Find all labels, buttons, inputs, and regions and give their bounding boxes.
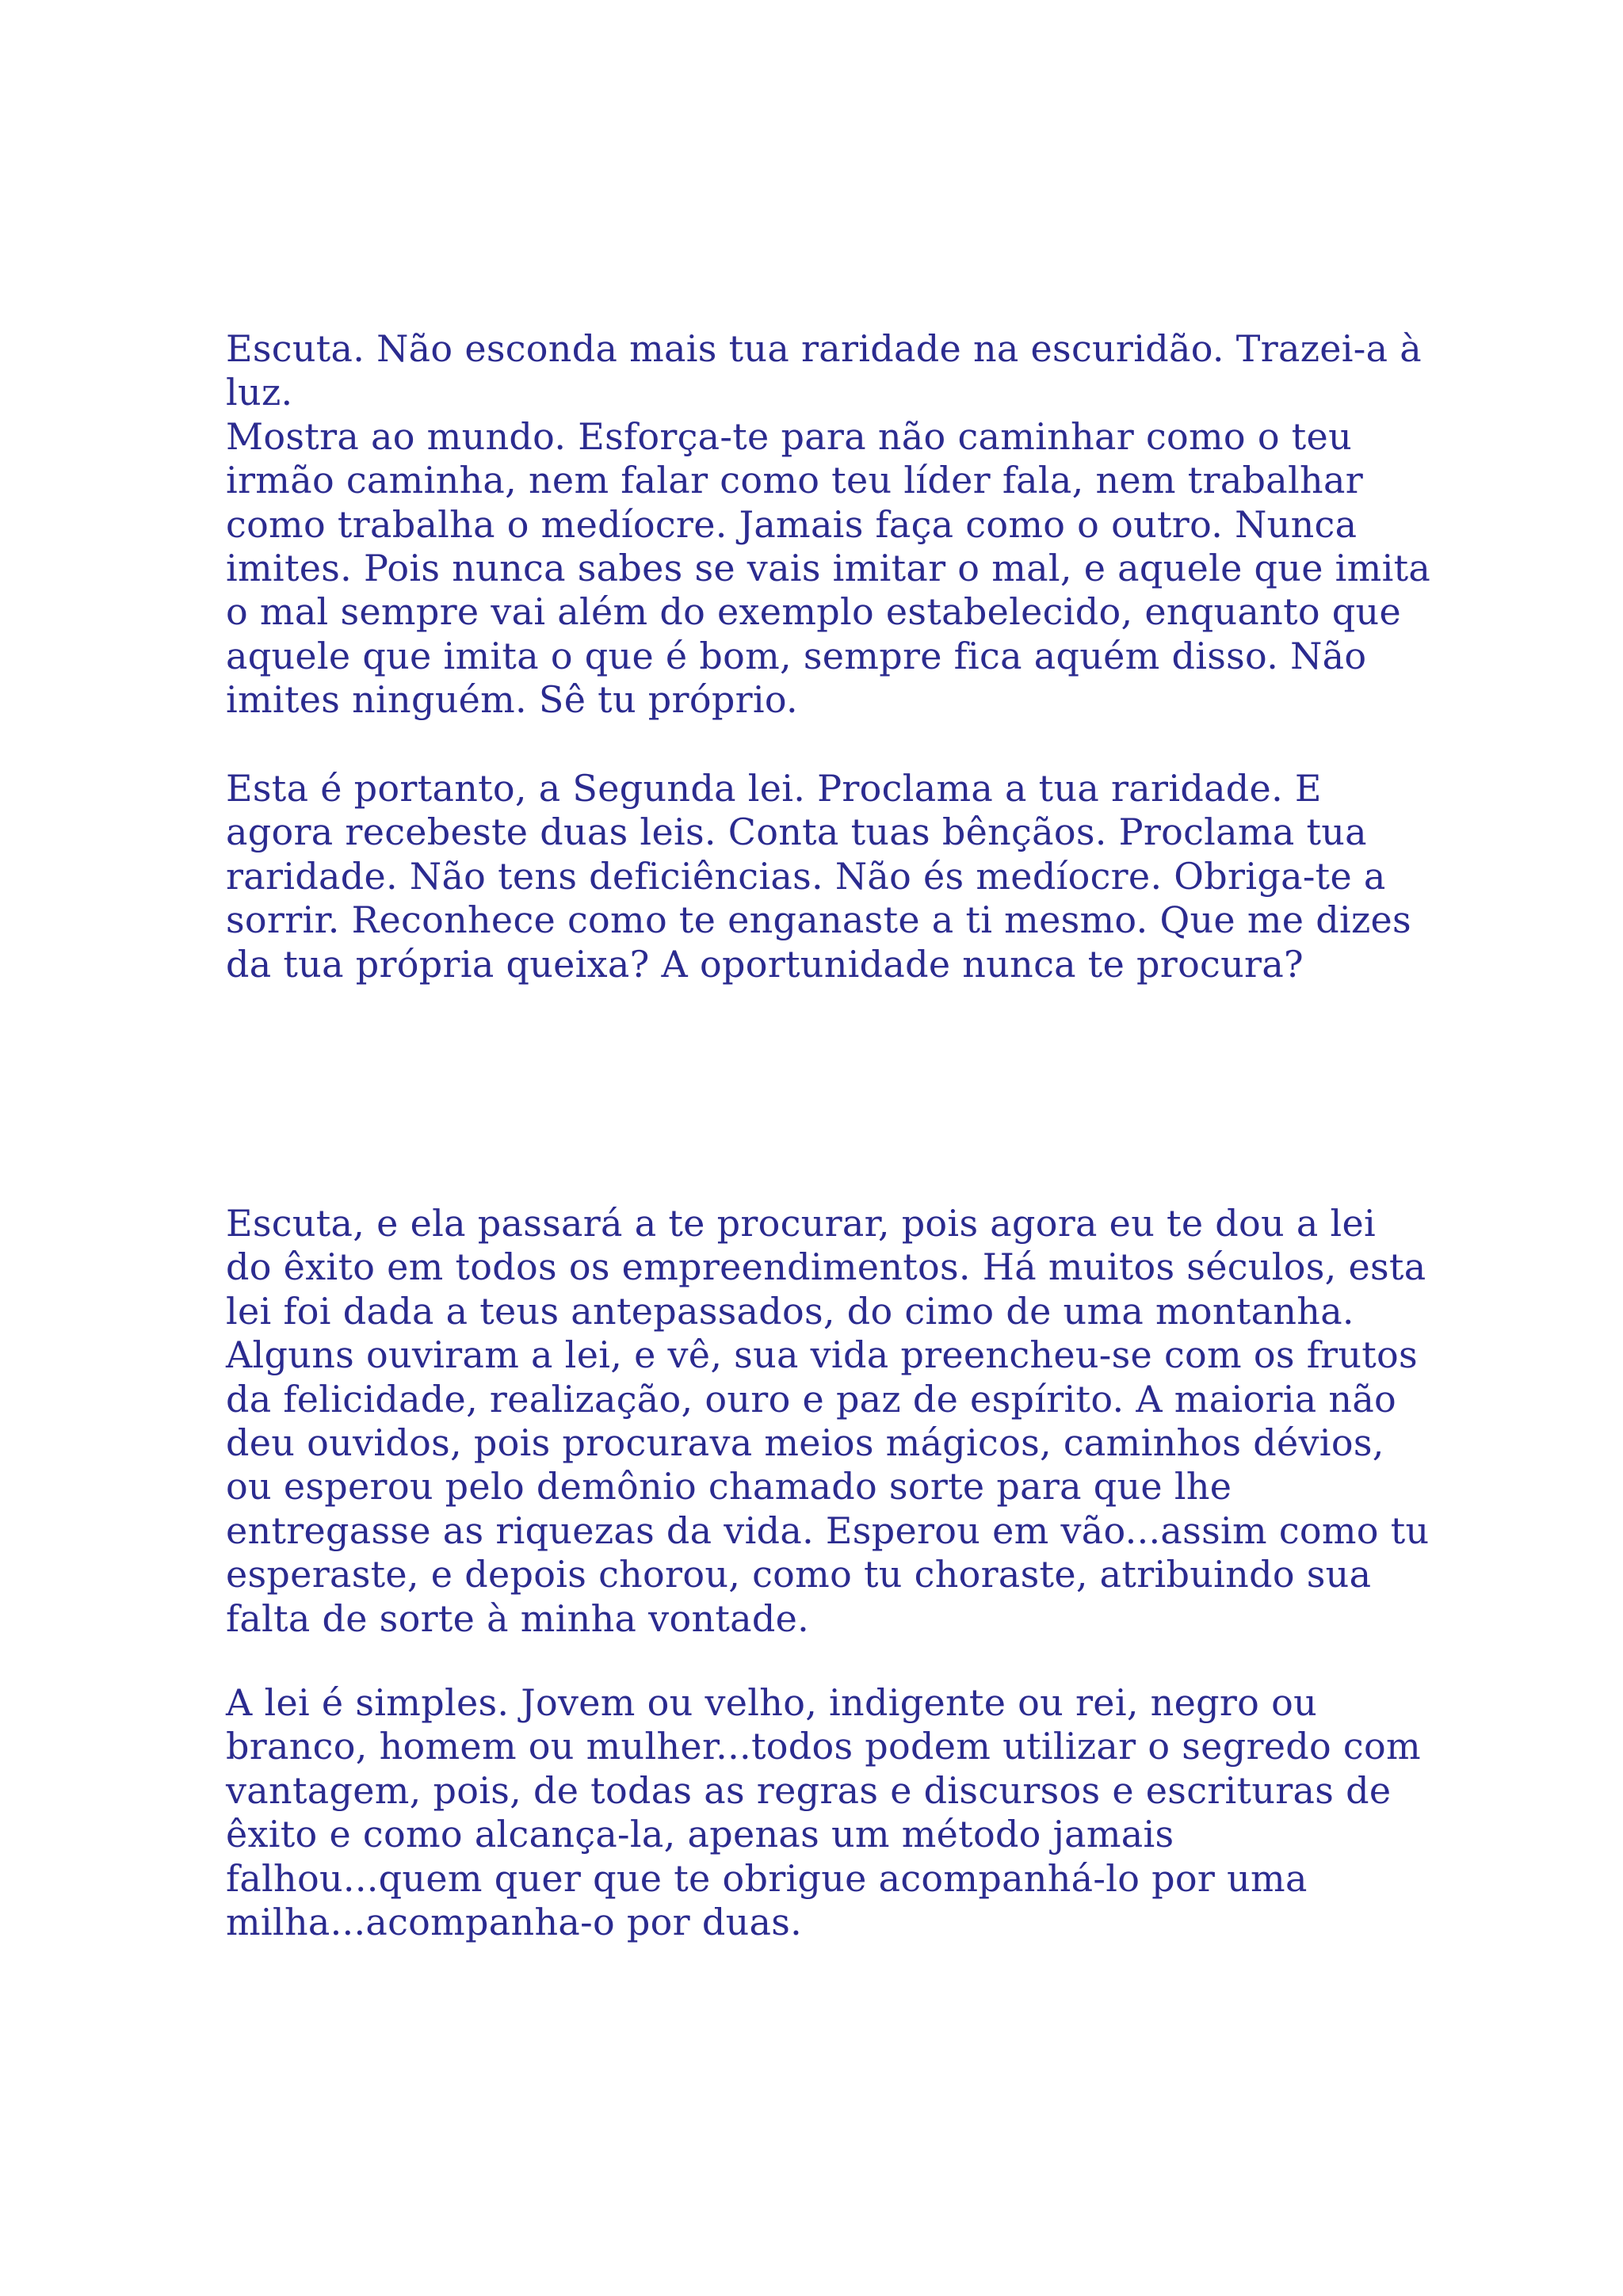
text-line: irmão caminha, nem falar como teu líder fala, nem trabalhar: [226, 459, 1363, 502]
text-line: o mal sempre vai além do exemplo estabelecido, enquanto que: [226, 590, 1401, 634]
paragraph-4: [226, 1681, 1421, 1944]
paragraph-2: [226, 767, 1415, 986]
text-line: vantagem, pois, de todas as regras e discursos e escrituras de: [226, 1768, 1392, 1812]
text-line: aquele que imita o que é bom, sempre fica aquém disso. Não: [226, 634, 1367, 677]
text-line: Alguns ouviram a lei, e vê, sua vida preencheu-se com os frutos: [226, 1333, 1418, 1377]
text-line: raridade. Não tens deficiências. Não és medíocre. Obriga-te a: [226, 854, 1386, 898]
text-line: da felicidade, realização, ouro e paz de espírito. A maioria não: [226, 1377, 1397, 1421]
text-line: falta de sorte à minha vontade.: [226, 1596, 810, 1640]
text-line: milha...acompanha-o por duas.: [226, 1900, 803, 1943]
text-line: Mostra ao mundo. Esforça-te para não caminhar como o teu: [226, 414, 1352, 458]
paragraph-1: [226, 327, 1431, 723]
text-line: Escuta, e ela passará a te procurar, pois agora eu te dou a lei: [226, 1202, 1377, 1245]
text-line: êxito e como alcança-la, apenas um método jamais: [226, 1813, 1174, 1856]
paragraph-3: [226, 1202, 1430, 1641]
text-line: da tua própria queixa? A oportunidade nunca te procura?: [226, 942, 1304, 986]
text-line: esperaste, e depois chorou, como tu choraste, atribuindo sua: [226, 1553, 1372, 1596]
text-line: A lei é simples. Jovem ou velho, indigente ou rei, negro ou: [226, 1681, 1317, 1724]
text-line: imites. Pois nunca sabes se vais imitar o mal, e aquele que imita: [226, 546, 1431, 589]
text-line: lei foi dada a teus antepassados, do cimo de uma montanha.: [226, 1289, 1354, 1333]
text-line: como trabalha o medíocre. Jamais faça como o outro. Nunca: [226, 502, 1358, 546]
text-line: sorrir. Reconhece como te enganaste a ti mesmo. Que me dizes: [226, 898, 1411, 942]
text-line: agora recebeste duas leis. Conta tuas bênçãos. Proclama tua: [226, 810, 1367, 854]
text-line: entregasse as riquezas da vida. Esperou em vão...assim como tu: [226, 1508, 1430, 1552]
text-line: Esta é portanto, a Segunda lei. Proclama a tua raridade. E: [226, 767, 1322, 810]
text-line: do êxito em todos os empreendimentos. Há muitos séculos, esta: [226, 1245, 1426, 1289]
text-line: ou esperou pelo demônio chamado sorte para que lhe: [226, 1465, 1232, 1508]
text-line: Escuta. Não esconda mais tua raridade na escuridão. Trazei-a à: [226, 327, 1423, 370]
text-line: branco, homem ou mulher...todos podem utilizar o segredo com: [226, 1725, 1421, 1768]
text-line: imites ninguém. Sê tu próprio.: [226, 678, 798, 722]
text-line: falhou...quem quer que te obrigue acompanhá-lo por uma: [226, 1856, 1308, 1900]
text-line: deu ouvidos, pois procurava meios mágicos, caminhos dévios,: [226, 1421, 1384, 1464]
text-line: luz.: [226, 371, 293, 414]
